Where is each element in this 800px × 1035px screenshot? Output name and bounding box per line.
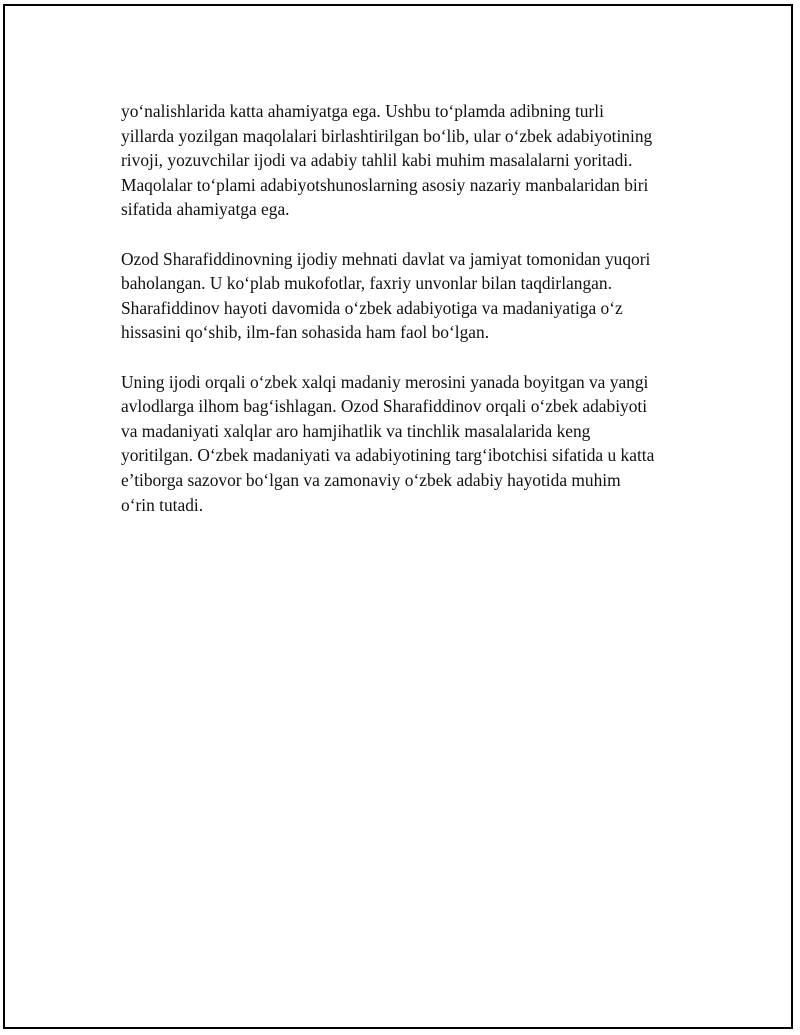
paragraph: [121, 99, 701, 222]
text-line: avlodlarga ilhom bag‘ishlagan. Ozod Sharafiddinov orqali o‘zbek adabiyoti: [121, 396, 648, 417]
text-line: Maqolalar to‘plami adabiyotshunoslarning asosiy nazariy manbalaridan biri: [121, 174, 649, 195]
text-line: yoritilgan. O‘zbek madaniyati va adabiyotining targ‘ibotchisi sifatida u katta: [121, 445, 655, 466]
text-line: sifatida ahamiyatga ega.: [121, 199, 290, 220]
text-line: baholangan. U ko‘plab mukofotlar, faxriy unvonlar bilan taqdirlangan.: [121, 273, 612, 294]
text-line: Ozod Sharafiddinovning ijodiy mehnati davlat va jamiyat tomonidan yuqori: [121, 248, 651, 269]
text-line: hissasini qo‘shib, ilm-fan sohasida ham faol bo‘lgan.: [121, 322, 490, 343]
document-page: [3, 4, 793, 1029]
text-line: va madaniyati xalqlar aro hamjihatlik va tinchlik masalalarida keng: [121, 420, 591, 441]
text-line: Uning ijodi orqali o‘zbek xalqi madaniy merosini yanada boyitgan va yangi: [121, 371, 649, 392]
text-line: yillarda yozilgan maqolalari birlashtirilgan bo‘lib, ular o‘zbek adabiyotining: [121, 125, 653, 146]
text-line: o‘rin tutadi.: [121, 494, 204, 515]
text-line: yo‘nalishlarida katta ahamiyatga ega. Ushbu to‘plamda adibning turli: [121, 101, 604, 121]
document-body: [121, 99, 701, 542]
paragraph: [121, 247, 701, 345]
text-line: Sharafiddinov hayoti davomida o‘zbek adabiyotiga va madaniyatiga o‘z: [121, 297, 623, 318]
paragraph: [121, 370, 701, 518]
text-line: rivoji, yozuvchilar ijodi va adabiy tahlil kabi muhim masalalarni yoritadi.: [121, 150, 633, 171]
text-line: e’tiborga sazovor bo‘lgan va zamonaviy o‘zbek adabiy hayotida muhim: [121, 469, 621, 490]
